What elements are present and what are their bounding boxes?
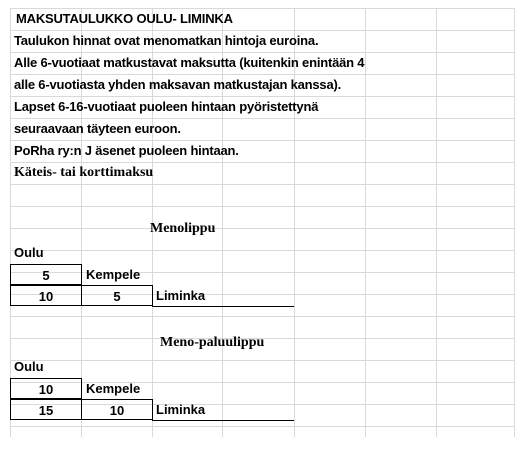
menolippu-stop-kempele: Kempele (86, 267, 141, 282)
menopaluu-price-oulu-kempele: 10 (10, 378, 82, 399)
info-line-6: PoRha ry:n J äsenet puoleen hintaan. (14, 143, 239, 158)
info-line-5: seuraavaan täyteen euroon. (14, 121, 181, 136)
menopaluu-price-kempele-liminka: 10 (81, 399, 153, 420)
info-line-1: Taulukon hinnat ovat menomatkan hintoja euroina. (14, 33, 319, 48)
menolippu-origin: Oulu (14, 245, 44, 260)
menolippu-price-oulu-liminka: 10 (10, 285, 82, 306)
info-line-2: Alle 6-vuotiaat matkustavat maksutta (kuitenkin enintään 4 (14, 55, 365, 70)
payment-note: Käteis- tai korttimaksu (14, 165, 154, 180)
menolippu-price-oulu-kempele: 5 (10, 264, 82, 285)
menopaluu-heading: Meno-paluulippu (160, 335, 265, 350)
sheet-title: MAKSUTAULUKKO OULU- LIMINKA (16, 11, 233, 26)
menopaluu-origin: Oulu (14, 359, 44, 374)
menopaluu-stop-liminka: Liminka (156, 402, 206, 417)
menolippu-heading: Menolippu (150, 221, 216, 236)
info-line-3: alle 6-vuotiasta yhden maksavan matkustajan kanssa). (14, 77, 342, 92)
spreadsheet-grid (10, 8, 515, 437)
menopaluu-price-oulu-liminka: 15 (10, 399, 82, 420)
menolippu-stop-liminka: Liminka (156, 288, 206, 303)
menopaluu-stop-kempele: Kempele (86, 381, 141, 396)
menolippu-price-kempele-liminka: 5 (81, 285, 153, 306)
info-line-4: Lapset 6-16-vuotiaat puoleen hintaan pyöristettynä (14, 99, 319, 114)
